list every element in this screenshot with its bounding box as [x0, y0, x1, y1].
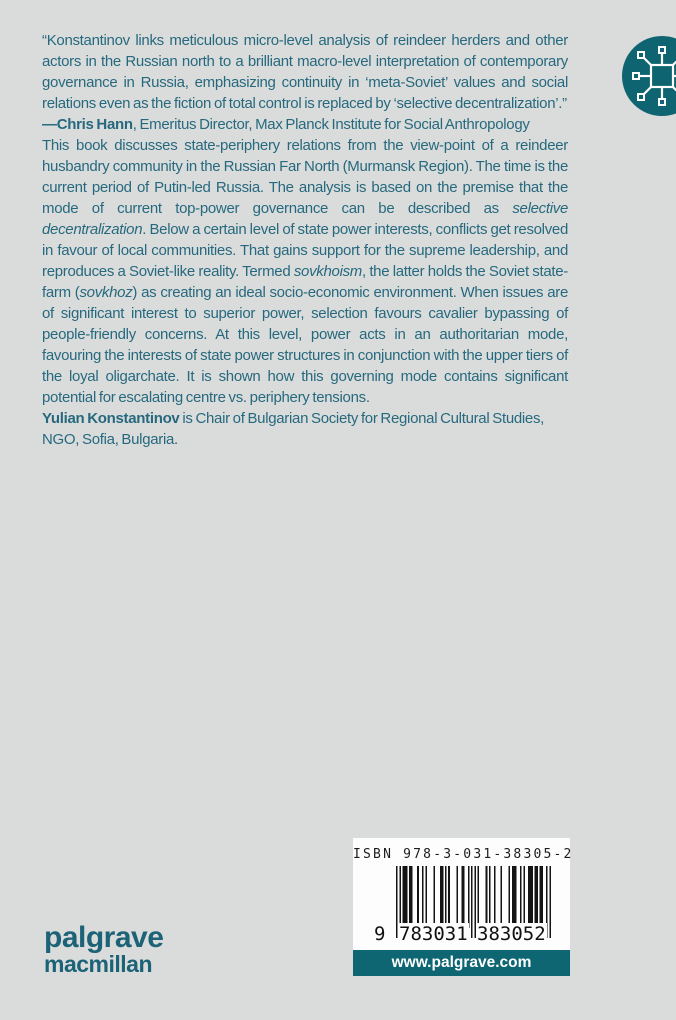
author-bio	[42, 408, 568, 450]
logo-palgrave: palgrave	[44, 921, 164, 954]
cover-text-block	[42, 30, 568, 450]
quote-attribution	[42, 114, 568, 135]
attribution-name: —Chris Hann	[42, 116, 133, 133]
isbn-label: ISBN 978-3-031-38305-2	[353, 847, 574, 862]
network-hub-icon	[622, 36, 676, 116]
publisher-website-band: www.palgrave.com	[353, 950, 570, 976]
series-logo	[622, 36, 676, 116]
barcode-digit-group2: 383052	[477, 923, 546, 945]
barcode-digit-group1: 783031	[399, 923, 468, 945]
book-description: This book discusses state-periphery relations from the view-point of a reindeer husbandry community in the Russian Far North (Murmansk Region). The time is the current period of Putin-led Russia. The analysis is based on the premise that the mode of current top-power governance can be described as selective decentralization. Below a certain level of state power interests, conflicts get resolved in favour of local communities. That gains support for the supreme leadership, and reproduces a Soviet-like reality. Termed sovkhoism, the latter holds the Soviet state-farm (sovkhoz) as creating an ideal socio-economic environment. When issues are of significant interest to superior power, selection favours cavalier bypassing of people-friendly concerns. At this level, power acts in an authoritarian mode, favouring the interests of state power structures in conjunction with the upper tiers of the loyal oligarchate. It is shown how this governing mode contains significant potential for escalating centre vs. periphery tensions.	[42, 137, 568, 406]
barcode-digit-lead: 9	[374, 923, 386, 945]
barcode-digits	[353, 923, 570, 947]
author-bio-text: is Chair of Bulgarian Society for Regional Cultural Studies, NGO, Sofia, Bulgaria.	[42, 410, 545, 448]
attribution-role: , Emeritus Director, Max Planck Institute for Social Anthropology	[132, 116, 530, 133]
logo-macmillan: macmillan	[44, 951, 152, 977]
palgrave-macmillan-logo	[44, 922, 163, 976]
author-name: Yulian Konstantinov	[42, 410, 180, 427]
quote-text: “Konstantinov links meticulous micro-level analysis of reindeer herders and other actors in the Russian north to a brilliant macro-level interpretation of contemporary governance in Russia, emphasizing continuity in ‘meta-Soviet’ values and social relations even as the fiction of total control is replaced by ‘selective decentralization’.”	[42, 32, 568, 112]
endorsement-quote	[42, 30, 568, 114]
isbn-barcode-block	[353, 838, 574, 976]
